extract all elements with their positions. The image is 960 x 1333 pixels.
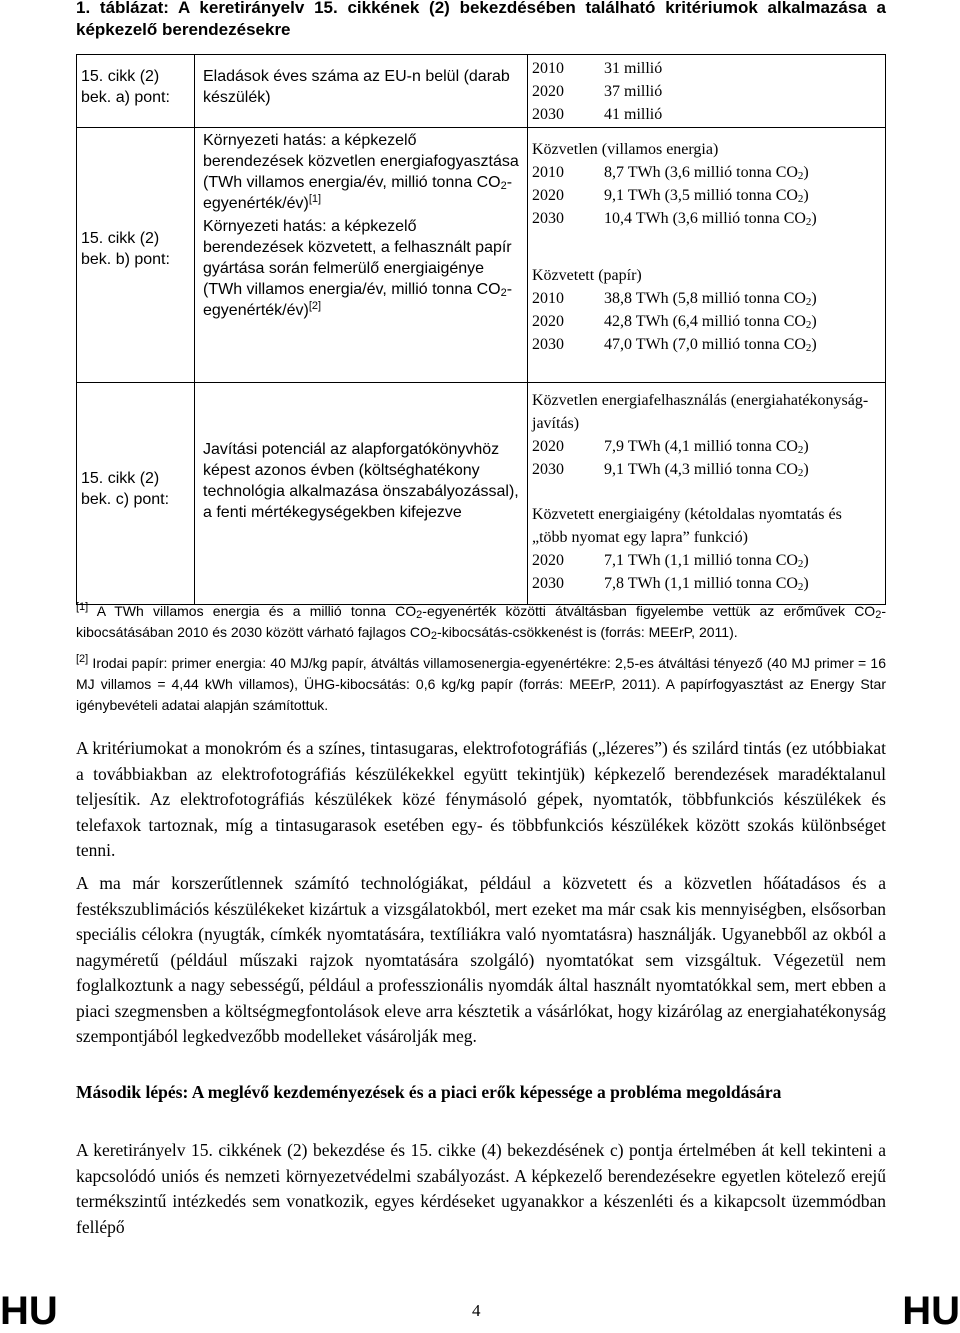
value-line: 2020 37 millió [532, 83, 663, 100]
value-line: 2030 9,1 TWh (4,3 millió tonna $CO_2$) [532, 461, 809, 479]
row-b-ref [77, 128, 195, 383]
row-c-ref-line1: 15. cikk (2) [81, 470, 160, 487]
value-line: 2030 47,0 TWh (7,0 millió tonna $CO_2$) [532, 336, 817, 354]
indirect-title: Közvetett (papír) [532, 267, 642, 284]
criteria-table [76, 54, 886, 605]
value-line: 2020 9,1 TWh (3,5 millió tonna $CO_2$) [532, 187, 809, 205]
value-line: 2010 8,7 TWh (3,6 millió tonna $CO_2$) [532, 164, 809, 182]
paragraph-3: A keretirányelv 15. cikkének (2) bekezdése és 15. cikke (4) bekezdésének c) pontja értelmében át kell tekinteni a kapcsolódó uniós és nemzeti környezetvédelmi szabályozást. A képkezelő berendezésekre egyetlen kötelező erejű termékszintű intézkedés sem vonatkozik, egyes kérdéseket ugyanakkor a készenléti és a kikapcsolt üzemmódban fellépő [76, 1140, 886, 1237]
value-line: 2030 7,8 TWh (1,1 millió tonna $CO_2$) [532, 575, 809, 593]
row-b-criterion-direct: Környezeti hatás: a képkezelő berendezések közvetlen energiafogyasztása (TWh villamos energia/év, millió tonna $CO_2-egyenérték/év)[1]$ [203, 132, 519, 212]
row-b-ref-line2: bek. b) pont: [81, 251, 170, 268]
table-row-c [77, 383, 886, 605]
value-line: 2010 38,8 TWh (5,8 millió tonna $CO_2$) [532, 290, 817, 308]
direct-title: Közvetlen energiafelhasználás (energiahatékonyság-javítás) [532, 392, 869, 432]
row-c-values [528, 383, 886, 605]
row-b-values [528, 128, 886, 383]
footnote-2: [2] Irodai papír: primer energia: 40 MJ/kg papír, átváltás villamosenergia-egyenértékre: 2,5-es átváltási tényező (40 MJ primer = 16 MJ villamos = 4,44 kWh villamos), ÜHG-kibocsátás: 0,6 kg/kg papír (forrás: MEErP, 2011). A papírfogyasztást az Energy Star igénybevételi adatai alapján számítottuk. [76, 653, 886, 713]
value-line: 2030 41 millió [532, 106, 663, 123]
direct-title: Közvetlen (villamos energia) [532, 141, 719, 158]
table-row-b [77, 128, 886, 383]
indirect-title: Közvetett energiaigény (kétoldalas nyomtatás és „több nyomat egy lapra” funkció) [532, 506, 842, 546]
row-a-ref-line1: 15. cikk (2) [81, 68, 160, 85]
table-caption: 1. táblázat: A keretirányelv 15. cikkének (2) bekezdésében található kritériumok alkalmazása a képkezelő berendezésekre [76, 0, 886, 39]
footnote-1: [1] A TWh villamos energia és a millió tonna $CO_2$-egyenérték közötti átváltásban figyelembe vettük az erőművek $CO_2$-kibocsátásában 2010 és 2030 között várható fajlagos $CO_2-kibocsátás$-csökkenést is (forrás: MEErP, 2011). [76, 601, 886, 642]
row-a-criterion: Eladások éves száma az EU-n belül (darab készülék) [195, 55, 528, 128]
page-number: 4 [472, 1301, 481, 1320]
row-c-criterion: Javítási potenciál az alapforgatókönyvhöz képest azonos évben (költséghatékony technológia alkalmazása önszabályozással), a fenti mértékegységekben kifejezve [195, 383, 528, 605]
row-a-ref-line2: bek. a) pont: [81, 89, 170, 106]
value-line: 2010 31 millió [532, 60, 663, 77]
footer-language-left: HU [0, 1289, 58, 1333]
row-b-ref-line1: 15. cikk (2) [81, 230, 160, 247]
value-line: 2030 10,4 TWh (3,6 millió tonna $CO_2$) [532, 210, 817, 228]
row-a-ref [77, 55, 195, 128]
row-c-ref [77, 383, 195, 605]
section-heading: Második lépés: A meglévő kezdeményezések és a piaci erők képessége a probléma megoldására [76, 1082, 782, 1102]
row-c-ref-line2: bek. c) pont: [81, 491, 170, 508]
paragraph-1: A kritériumokat a monokróm és a színes, tintasugaras, elektrofotográfiás („lézeres”) és szilárd tintás (ez utóbbiakat a továbbiakban az elektrofotográfiás készülékekkel együtt tekintjük) képkezelő berendezések maradéktalanul teljesítik. Az elektrofotográfiás készülékek közé fénymásoló gépek, nyomtatók, többfunkciós készülékek és telefaxok tartoznak, míg a tintasugarasok esetében egy- és többfunkciós készülékek között szokás különbséget tenni. [76, 738, 886, 860]
row-b-criterion-indirect: Környezeti hatás: a képkezelő berendezések közvetett, a felhasznált papír gyártása során felmerülő energiaigénye (TWh villamos energia/év, millió tonna $CO_2-egyenérték/év)[2]$ [203, 218, 513, 319]
value-line: 2020 7,9 TWh (4,1 millió tonna $CO_2$) [532, 438, 809, 456]
value-line: 2020 7,1 TWh (1,1 millió tonna $CO_2$) [532, 552, 809, 570]
row-b-criterion [195, 128, 528, 383]
table-row-a [77, 55, 886, 128]
value-line: 2020 42,8 TWh (6,4 millió tonna $CO_2$) [532, 313, 817, 331]
footer-language-right: HU [902, 1289, 960, 1333]
row-a-values [528, 55, 886, 128]
paragraph-2: A ma már korszerűtlennek számító technológiákat, például a közvetett és a közvetlen hőátadásos és a festékszublimációs készülékeket kizártuk a vizsgálatokból, mert ezeket ma már csak kis mennyiségben, elsősorban speciális célokra (nyugták, címkék nyomtatására, textíliákra való nyomtatásra) használják. Ugyanebből az okból a nagyméretű (például műszaki rajzok nyomtatására szolgáló) nyomtatókat sem vizsgáltuk. Végezetül nem foglalkoztunk a nagy sebességű, például a professzionális nyomdák által használt nyomtatókkal sem, mert ebben a piaci szegmensben a költségmegfontolások eleve arra késztetik a vásárlókat, hogy kizárólag az energiahatékonyság szempontjából legkedvezőbb modelleket vásárolják meg. [76, 873, 886, 1046]
